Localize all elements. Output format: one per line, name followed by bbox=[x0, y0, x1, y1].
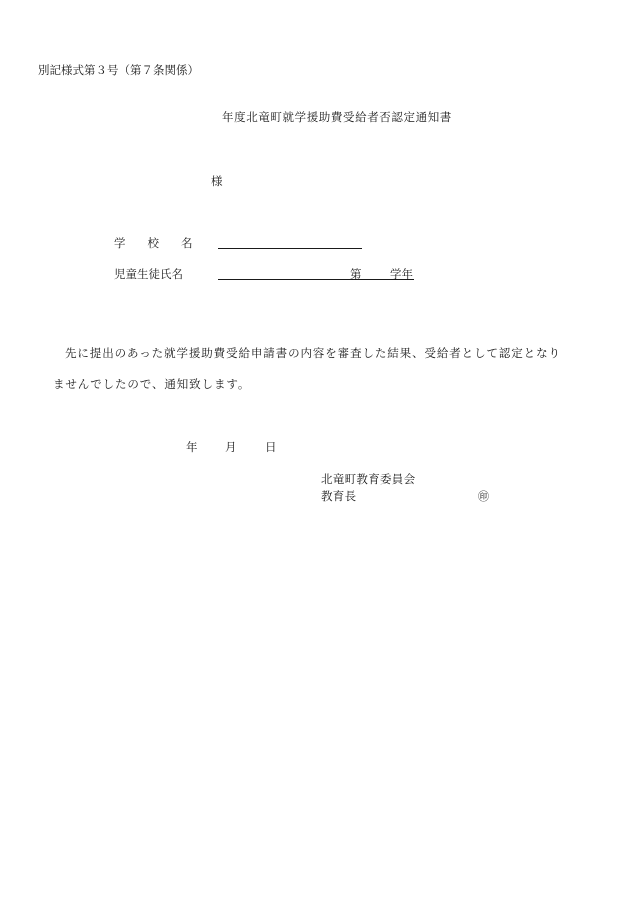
form-number: 別記様式第３号（第７条関係） bbox=[38, 63, 199, 77]
school-label-char-3: 名 bbox=[181, 236, 193, 250]
school-label-char-1: 学 bbox=[114, 236, 126, 250]
grade-suffix: 学年 bbox=[390, 267, 413, 281]
date-year-label: 年 bbox=[186, 440, 198, 454]
school-name-field[interactable] bbox=[218, 236, 362, 249]
date-month-label: 月 bbox=[225, 440, 237, 454]
issuer-title: 教育長 bbox=[321, 489, 357, 503]
body-text-line-1: 先に提出のあった就学援助費受給申請書の内容を審査した結果、受給者として認定となり bbox=[65, 346, 561, 360]
addressee-suffix: 様 bbox=[211, 174, 223, 188]
student-name-field[interactable] bbox=[218, 266, 414, 280]
body-text-line-2: ませんでしたので、通知致します。 bbox=[53, 377, 251, 391]
date-day-label: 日 bbox=[265, 440, 277, 454]
school-label-char-2: 校 bbox=[147, 236, 159, 250]
issuer-organization: 北竜町教育委員会 bbox=[321, 472, 416, 486]
seal-mark: ㊞ bbox=[478, 490, 489, 503]
grade-prefix: 第 bbox=[350, 267, 362, 281]
school-name-label bbox=[114, 235, 193, 251]
student-name-label: 児童生徒氏名 bbox=[114, 267, 183, 281]
document-title: 年度北竜町就学援助費受給者否認定通知書 bbox=[222, 110, 452, 124]
